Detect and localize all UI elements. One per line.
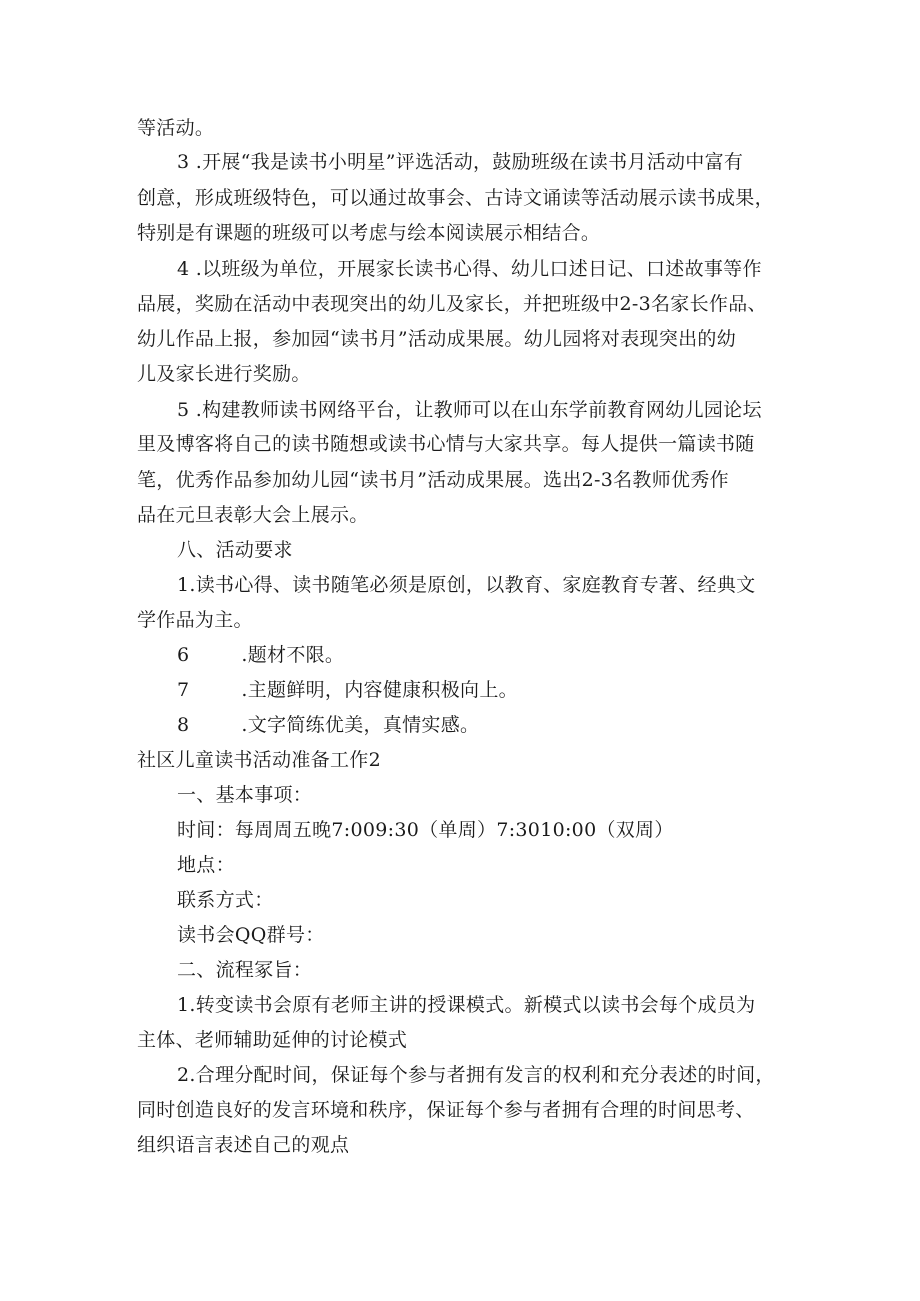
item-text: .题材不限。 — [241, 644, 345, 666]
numbered-item — [0, 713, 920, 737]
section-heading: 一、基本事项： — [177, 784, 313, 806]
text-line: 创意，形成班级特色，可以通过故事会、古诗文诵读等活动展示读书成果， — [137, 187, 774, 209]
text-line: 品在元旦表彰大会上展示。 — [137, 504, 369, 526]
text-line: 2.合理分配时间，保证每个参与者拥有发言的权利和充分表述的时间， — [177, 1064, 775, 1086]
text-line: 5 .构建教师读书网络平台，让教师可以在山东学前教育网幼儿园论坛 — [177, 399, 762, 421]
text-line: 幼儿作品上报，参加园“读书月”活动成果展。幼儿园将对表现突出的幼 — [137, 328, 737, 350]
text-line: 读书会QQ群号： — [177, 924, 325, 946]
item-number: 8 — [177, 714, 190, 736]
item-text: .文字简练优美，真情实感。 — [241, 714, 480, 736]
text-line: 地点： — [177, 854, 235, 876]
text-line: 1.转变读书会原有老师主讲的授课模式。新模式以读书会每个成员为 — [177, 994, 756, 1016]
text-line: 特别是有课题的班级可以考虑与绘本阅读展示相结合。 — [137, 222, 601, 244]
text-line: 等活动。 — [137, 117, 215, 139]
text-line: 组织语言表述自己的观点 — [137, 1134, 350, 1156]
numbered-item — [0, 678, 920, 702]
text-line: 主体、老师辅助延伸的讨论模式 — [137, 1029, 408, 1051]
text-line: 儿及家长进行奖励。 — [137, 363, 311, 385]
text-line: 联系方式： — [177, 889, 274, 911]
item-number: 7 — [177, 679, 190, 701]
section-heading: 二、流程冢旨： — [177, 959, 313, 981]
text-line: 1.读书心得、读书随笔必须是原创，以教育、家庭教育专著、经典文 — [177, 574, 756, 596]
text-line: 品展，奖励在活动中表现突出的幼儿及家长，并把班级中2-3名家长作品、 — [137, 293, 767, 315]
text-line: 同时创造良好的发言环境和秩序，保证每个参与者拥有合理的时间思考、 — [137, 1099, 755, 1121]
item-text: .主题鲜明，内容健康积极向上。 — [241, 679, 518, 701]
text-line: 里及博客将自己的读书随想或读书心情与大家共享。每人提供一篇读书随 — [137, 433, 755, 455]
text-line: 时间：每周周五晚7:009:30（单周）7:3010:00（双周） — [177, 819, 674, 841]
item-number: 6 — [177, 644, 190, 666]
section-heading: 八、活动要求 — [177, 539, 293, 561]
text-line: 4 .以班级为单位，开展家长读书心得、幼儿口述日记、口述故事等作 — [177, 258, 762, 280]
numbered-item — [0, 643, 920, 667]
text-line: 学作品为主。 — [137, 609, 253, 631]
document-heading: 社区儿童读书活动准备工作2 — [137, 749, 381, 771]
text-line: 笔，优秀作品参加幼儿园“读书月”活动成果展。选出2-3名教师优秀作 — [137, 469, 729, 491]
text-line: 3 .开展“我是读书小明星”评选活动，鼓励班级在读书月活动中富有 — [177, 151, 744, 173]
